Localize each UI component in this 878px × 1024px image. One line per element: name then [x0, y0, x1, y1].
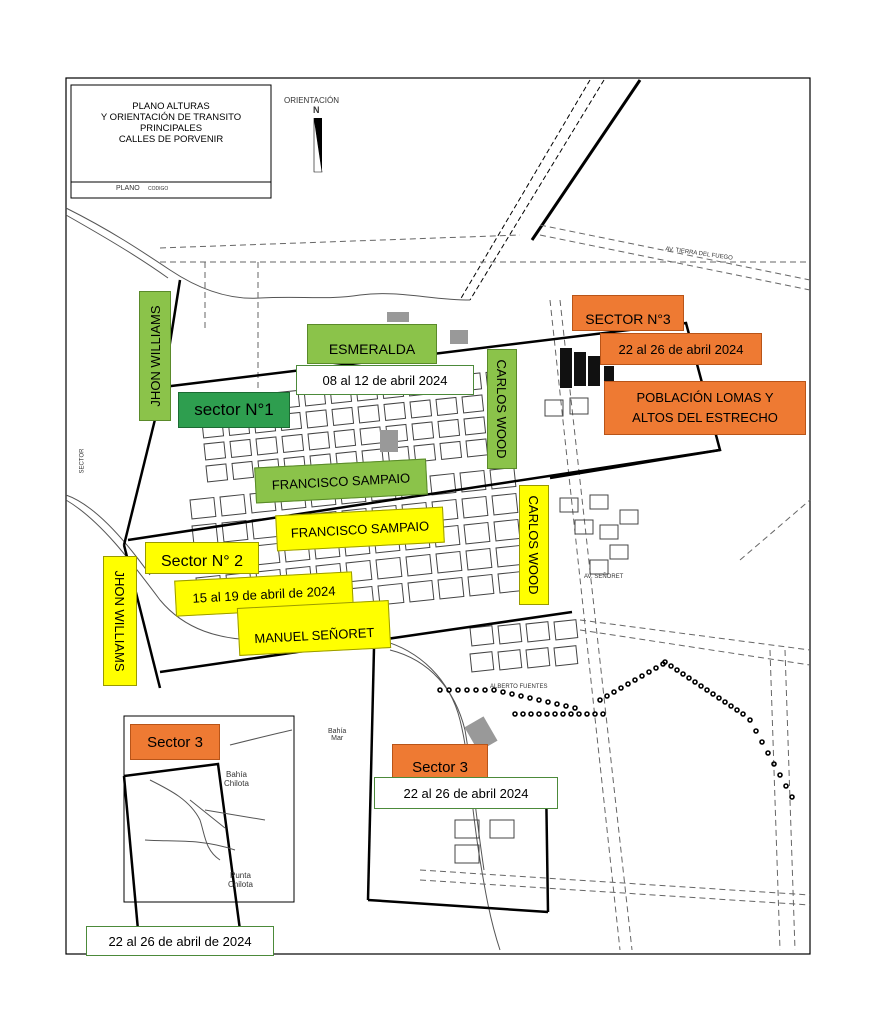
trail-dot	[561, 712, 565, 716]
city-block	[334, 429, 356, 447]
punta-chilota-line-2: Chilota	[228, 880, 253, 889]
title-line-2: Y ORIENTACIÓN DE TRANSITO	[100, 112, 242, 123]
city-block	[526, 648, 550, 668]
trail-dot	[605, 694, 609, 698]
trail-dot	[612, 690, 616, 694]
city-block	[554, 646, 578, 666]
sector-3-south-dates: 22 al 26 de abril 2024	[374, 777, 558, 809]
city-block	[438, 419, 460, 437]
trail-dot	[577, 712, 581, 716]
av-senoret-street: AV. SEÑORET	[584, 574, 624, 580]
city-block	[438, 577, 464, 598]
codigo-label: CODIGO	[148, 186, 169, 192]
city-block	[462, 395, 484, 413]
title-block	[71, 101, 271, 145]
trail-dot	[593, 712, 597, 716]
jhon-williams-label-north: JHON WILLIAMS	[139, 291, 171, 421]
trail-dot	[474, 688, 478, 692]
trail-dot	[501, 690, 505, 694]
city-block	[204, 442, 226, 460]
trail-dot	[447, 688, 451, 692]
trail-dot	[735, 708, 739, 712]
city-block	[410, 400, 432, 418]
city-block	[384, 402, 406, 420]
city-block	[490, 467, 516, 488]
trail-dot	[729, 704, 733, 708]
city-block	[206, 464, 228, 482]
trail-dot	[537, 712, 541, 716]
trail-dot	[687, 676, 691, 680]
trail-dot	[790, 795, 794, 799]
city-block	[232, 461, 254, 479]
poblacion-lomas-label	[604, 381, 806, 435]
city-block	[462, 496, 488, 517]
francisco-sampaio-label-north: FRANCISCO SAMPAIO	[254, 459, 428, 504]
carlos-wood-label-south: CARLOS WOOD	[519, 485, 549, 605]
city-block	[575, 520, 593, 534]
trail-dot	[663, 660, 667, 664]
trail-dot	[465, 688, 469, 692]
city-block	[590, 495, 608, 509]
city-block	[412, 422, 434, 440]
tierra-del-fuego-street: AV. TIERRA DEL FUEGO	[664, 246, 734, 262]
city-block	[436, 551, 462, 572]
city-block	[406, 554, 432, 575]
trail-dot	[564, 704, 568, 708]
sector-2-dates: 15 al 19 de abril de 2024	[174, 571, 354, 616]
trail-dot	[681, 672, 685, 676]
city-block	[308, 432, 330, 450]
trail-dot	[723, 700, 727, 704]
trail-dot	[705, 688, 709, 692]
trail-dot	[555, 702, 559, 706]
trail-dot	[675, 668, 679, 672]
city-block	[554, 620, 578, 640]
punta-chilota-label	[228, 871, 253, 889]
north-arrow-icon	[314, 118, 322, 172]
inset-boundary	[124, 764, 240, 930]
trail-dot	[529, 712, 533, 716]
carlos-wood-label-north: CARLOS WOOD	[487, 349, 517, 469]
diagonal-roads	[460, 80, 640, 300]
trail-dot	[573, 706, 577, 710]
trail-dot	[553, 712, 557, 716]
bahia-chilota-line-2: Chilota	[224, 779, 249, 788]
city-block	[470, 652, 494, 672]
city-block	[220, 494, 246, 515]
trail-dot	[619, 686, 623, 690]
trail-dot	[510, 692, 514, 696]
sector-1-label: sector N°1	[178, 392, 290, 428]
city-block	[600, 525, 618, 539]
francisco-sampaio-label-south: FRANCISCO SAMPAIO	[275, 507, 445, 552]
trail-dot	[585, 712, 589, 716]
city-block	[230, 439, 252, 457]
north-label: N	[313, 105, 320, 115]
orientation-label: ORIENTACIÓN	[284, 96, 339, 105]
trail-dot	[693, 680, 697, 684]
esmeralda-label: ESMERALDA	[307, 324, 437, 364]
city-block	[408, 580, 434, 601]
sector-3-label: SECTOR N°3	[572, 295, 684, 331]
city-block	[490, 820, 514, 838]
sector-1-dates: 08 al 12 de abril 2024	[296, 365, 474, 395]
trail-dot	[598, 698, 602, 702]
city-block	[492, 493, 518, 514]
trail-dot	[528, 696, 532, 700]
city-block	[282, 434, 304, 452]
trail-dot	[521, 712, 525, 716]
trail-dot	[626, 682, 630, 686]
bahia-mar-label	[328, 728, 346, 742]
sector-3-dates: 22 al 26 de abril 2024	[600, 333, 762, 365]
trail-dot	[513, 712, 517, 716]
trail-dot	[456, 688, 460, 692]
city-block	[360, 427, 382, 445]
trail-dot	[647, 670, 651, 674]
city-block	[610, 545, 628, 559]
bahia-mar-line-2: Mar	[331, 735, 344, 742]
trail-dot	[754, 729, 758, 733]
city-block	[436, 397, 458, 415]
city-block	[376, 557, 402, 578]
city-block	[560, 498, 578, 512]
trail-dot	[711, 692, 715, 696]
city-block	[498, 650, 522, 670]
punta-chilota-line-1: Punta	[230, 871, 251, 880]
title-line-3: PRINCIPALES	[139, 123, 203, 134]
city-block	[620, 510, 638, 524]
trail-dot	[766, 751, 770, 755]
city-block	[526, 622, 550, 642]
bahia-chilota-line-1: Bahía	[226, 770, 247, 779]
city-block	[190, 497, 216, 518]
trail-dot	[569, 712, 573, 716]
trail-dot	[778, 773, 782, 777]
trail-dot	[633, 678, 637, 682]
city-block	[358, 405, 380, 423]
city-block	[455, 845, 479, 863]
sector-3-inset-dates: 22 al 26 de abril de 2024	[86, 926, 274, 956]
city-block	[464, 522, 490, 543]
trail-dot	[717, 696, 721, 700]
city-block	[496, 545, 522, 566]
trail-dot	[546, 700, 550, 704]
sector-note: SECTOR	[79, 448, 86, 474]
plano-label: PLANO	[116, 185, 140, 192]
trail-dot	[748, 718, 752, 722]
trail-dot	[699, 684, 703, 688]
trail-dot	[640, 674, 644, 678]
city-block	[494, 519, 520, 540]
sector-3-south-label: Sector 3	[392, 744, 488, 780]
trail-dot	[483, 688, 487, 692]
trail-dot	[545, 712, 549, 716]
city-block	[332, 407, 354, 425]
poblacion-lomas-line-1: POBLACIÓN LOMAS Y	[636, 390, 774, 405]
city-block	[498, 624, 522, 644]
sector-3-inset-label: Sector 3	[130, 724, 220, 760]
trail-dot	[519, 694, 523, 698]
manuel-senoret-label: MANUEL SEÑORET	[237, 600, 391, 656]
city-block	[468, 574, 494, 595]
trail-dot	[537, 698, 541, 702]
title-line-4: CALLES DE PORVENIR	[118, 134, 224, 145]
city-block	[466, 439, 488, 457]
city-block	[464, 417, 486, 435]
trail-dot	[654, 666, 658, 670]
sector-2-label: Sector N° 2	[145, 542, 259, 574]
title-line-1: PLANO ALTURAS	[132, 101, 210, 112]
trail-dot	[601, 712, 605, 716]
city-block	[440, 441, 462, 459]
bahia-chilota-label	[224, 770, 249, 788]
poblacion-lomas-line-2: ALTOS DEL ESTRECHO	[632, 410, 778, 425]
trail-dot	[760, 740, 764, 744]
city-block	[590, 560, 608, 574]
trail-dot	[741, 712, 745, 716]
trail-dot	[669, 664, 673, 668]
city-block	[466, 548, 492, 569]
alberto-fuentes-street: ALBERTO FUENTES	[490, 684, 548, 690]
trail-dot	[438, 688, 442, 692]
city-block	[470, 626, 494, 646]
city-block	[256, 437, 278, 455]
jhon-williams-label-south: JHON WILLIAMS	[103, 556, 137, 686]
bahia-mar-line-1: Bahía	[328, 728, 347, 735]
trail-dot	[784, 784, 788, 788]
city-block	[306, 410, 328, 428]
city-block	[545, 400, 563, 416]
